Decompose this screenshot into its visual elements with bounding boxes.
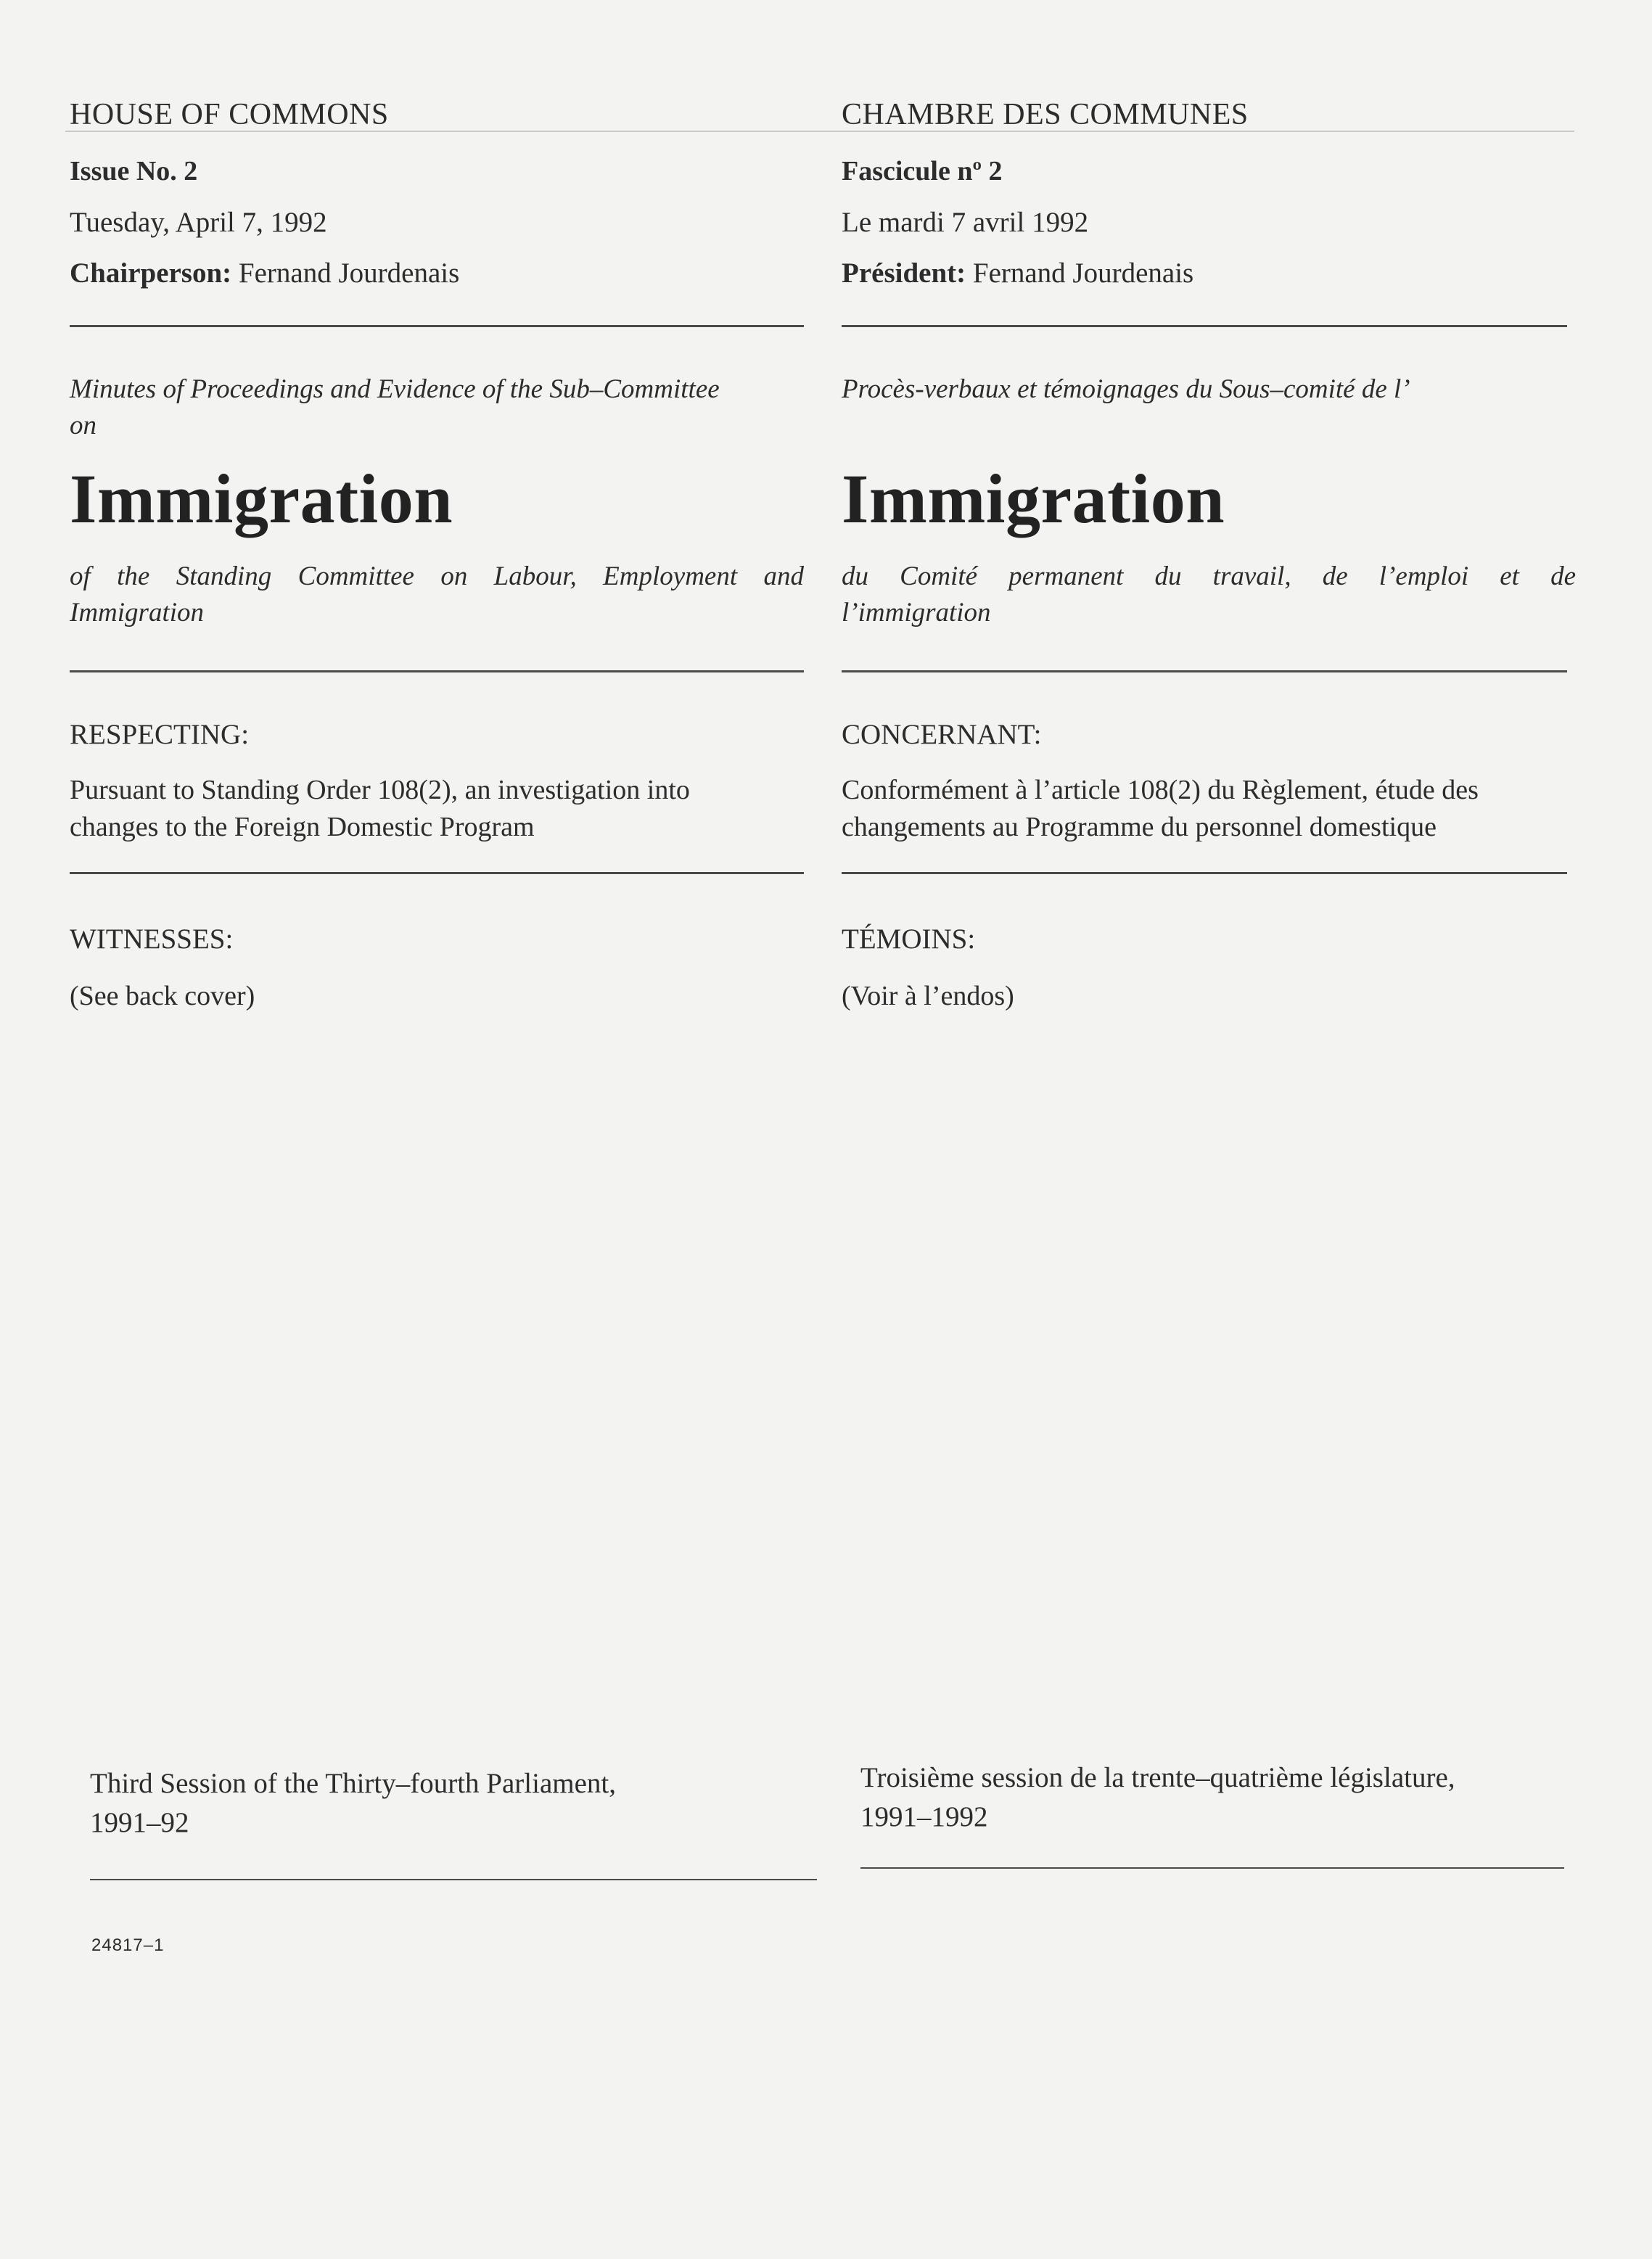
meeting-date: Le mardi 7 avril 1992 [842,207,1089,238]
standing-line: Immigration [70,598,204,628]
house-name: HOUSE OF COMMONS [70,98,389,131]
temoins-body: (Voir à l’endos) [842,981,1014,1011]
minutes-line: Procès-verbaux et témoignages du Sous–comité de l’ [842,374,1410,404]
standing-line: l’immigration [842,598,991,628]
standing-line: of the Standing Committee on Labour, Employment and [70,561,804,591]
standing-committee-caption [842,559,1576,631]
respecting-line: Pursuant to Standing Order 108(2), an investigation into [70,775,690,805]
temoins-heading: TÉMOINS: [842,923,976,955]
divider [842,670,1567,672]
divider [70,325,804,327]
respecting-heading: RESPECTING: [70,719,250,750]
document-number: 24817–1 [91,1935,165,1955]
divider [70,872,804,874]
standing-committee-caption [70,559,804,631]
session-line: 1991–1992 [860,1801,988,1832]
chairperson-label: Président: [842,258,966,289]
minutes-caption [842,371,1576,408]
concernant-line: changements au Programme du personnel domestique [842,812,1437,842]
chairperson-label: Chairperson: [70,258,232,289]
divider [842,872,1567,874]
concernant-line: Conformément à l’article 108(2) du Règlement, étude des [842,775,1479,805]
standing-line: du Comité permanent du travail, de l’emploi et de [842,561,1576,591]
concernant-heading: CONCERNANT: [842,719,1042,750]
witnesses-heading: WITNESSES: [70,923,234,955]
session-line: 1991–92 [90,1807,189,1838]
respecting-body [70,772,804,846]
respecting-line: changes to the Foreign Domestic Program [70,812,535,842]
witnesses-body: (See back cover) [70,981,255,1011]
house-name: CHAMBRE DES COMMUNES [842,98,1249,131]
session-french [860,1758,1455,1837]
minutes-caption [70,371,804,444]
committee-title: Immigration [842,460,1225,538]
chairperson-name: Fernand Jourdenais [972,258,1194,289]
session-line: Troisième session de la trente–quatrième législature, [860,1762,1455,1793]
issue-number: Issue No. 2 [70,156,198,186]
session-line: Third Session of the Thirty–fourth Parliament, [90,1768,617,1799]
divider [70,670,804,672]
chairperson-name: Fernand Jourdenais [238,258,460,289]
divider [842,325,1567,327]
committee-title: Immigration [70,460,453,538]
chairperson [842,257,1193,289]
session-english [90,1764,616,1843]
bottom-divider [860,1867,1564,1869]
minutes-line: Minutes of Proceedings and Evidence of the Sub–Committee [70,374,720,404]
minutes-line: on [70,411,96,440]
chairperson [70,257,459,289]
concernant-body [842,772,1576,846]
issue-number: Fascicule nº 2 [842,156,1003,186]
meeting-date: Tuesday, April 7, 1992 [70,207,327,238]
bottom-divider [90,1879,817,1880]
